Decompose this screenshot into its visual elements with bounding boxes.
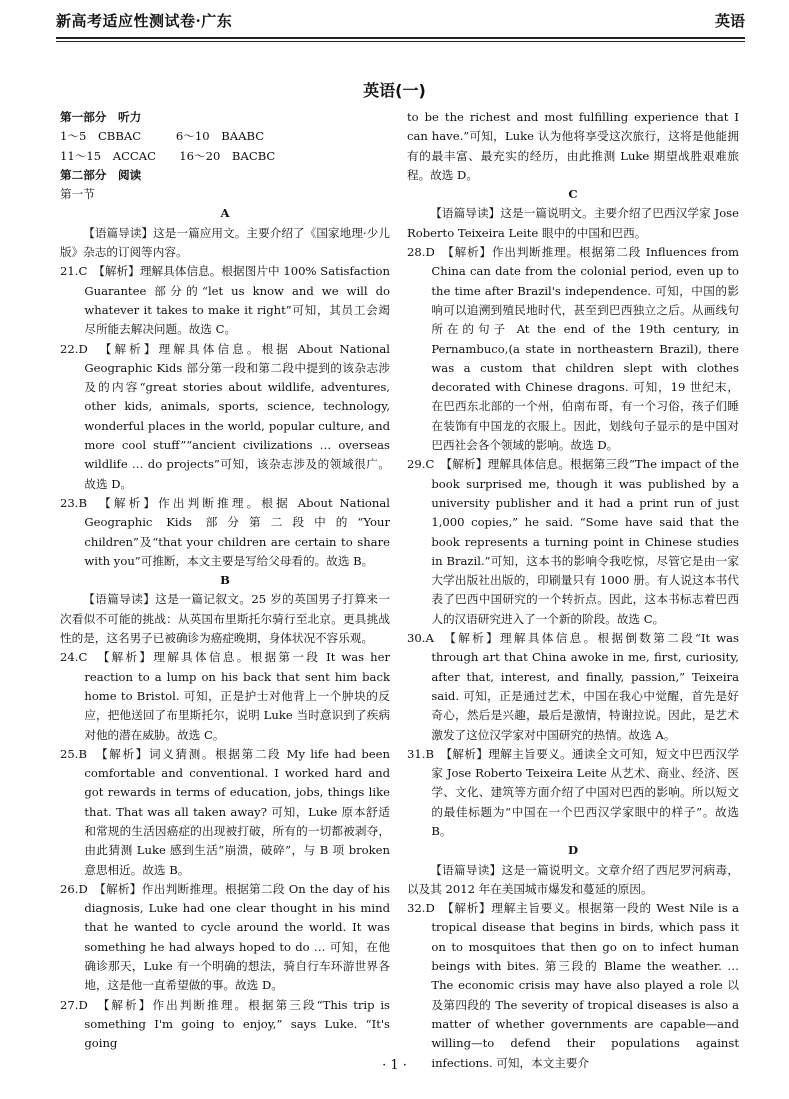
left-column-paragraph: 26.D 【解析】作出判断推理。根据第二段 On the day of his diagnosis, Luke had one clear thought in his mind that he wanted to cycle around the world. It was something he had always hoped to do … 可知，在他确诊那天，Luke 有一个明确的想法，骑自行车环游世界各地，这是他一直希望做的事。故选 D。	[60, 881, 390, 993]
left-column-paragraph: 21.C 【解析】理解具体信息。根据图片中 100% Satisfaction Guarantee 部分的“let us know and we will do whatever it takes to make it right”可知，其员工会竭尽所能去解决问题。故选 C。	[60, 264, 390, 337]
right-column-paragraph: 30.A 【解析】理解具体信息。根据倒数第二段“It was through art that China awoke in me, first, curiosity, after that, interest, and finally, passion,” Teixeira said. 可知，正是通过艺术，中国在我心中觉醒，首先是好奇心，然后是兴趣，最后是激情，特谢拉说。因此，是艺术激发了这位汉学家对中国研究的热情。故选 A。	[407, 631, 739, 742]
left-column-paragraph: 22.D 【解析】理解具体信息。根据 About National Geographic Kids 部分第一段和第二段中提到的该杂志涉及的内容“great stories about wildlife, adventures, other kids, animals, sports, science, technology, wonderful places in the world, popular culture, and more cool stuff”“ancient civilizations … overseas wildlife … do projects”可知，该杂志涉及的领域很广。故选 D。	[60, 341, 390, 491]
right-column-paragraph: 29.C 【解析】理解具体信息。根据第三段“The impact of the book surprised me, though it was published by a university publisher and it had a print run of just 1,000 copies,” he said. “Some have said that the book represents a turning point in Chinese studies in Brazil.”可知，这本书的影响令我吃惊，尽管它是由一家大学出版社出版的，印刷量只有 1000 册。有人说这本书代表了巴西中国研究的一个转折点。因此，这本书标志着巴西人的汉语研究进入了一个新的阶段。故选 C。	[407, 457, 739, 626]
left-column-paragraph: 第二部分 阅读	[60, 167, 142, 182]
left-column-paragraph: 【语篇导读】这是一篇应用文。主要介绍了《国家地理·少儿版》杂志的订阅等内容。	[60, 225, 390, 260]
header-rule-thick	[56, 37, 745, 39]
header-subject: 英语	[714, 12, 745, 30]
right-column-paragraph: to be the richest and most fulfilling experience that I can have.”可知，Luke 认为他将享受这次旅行，这将是他能拥有的最丰富、最充实的经历，由此推测 Luke 期望战胜艰难旅程。故选 D。	[407, 110, 739, 182]
left-column-paragraph: 第一部分 听力	[60, 110, 142, 124]
left-column-paragraph: A	[220, 206, 230, 221]
left-column-paragraph: B	[220, 573, 230, 588]
left-column-paragraph: 第一节	[60, 187, 95, 202]
right-column-paragraph: 【语篇导读】这是一篇说明文。主要介绍了巴西汉学家 Jose Roberto Teixeira Leite 眼中的中国和巴西。	[407, 206, 739, 240]
left-column-paragraph: 25.B 【解析】词义猜测。根据第二段 My life had been comfortable and conventional. I worked hard and got rewards in terms of education, jobs, things like that. That was all taken away? 可知，Luke 原本舒适和常规的生活因癌症的出现被打破，所有的一切都被剥夺，由此猜测 Luke 感到生活“崩溃，破碎”，与 B 项 broken 意思相近。故选 B。	[60, 746, 390, 877]
left-column-paragraph: 11～15 ACCAC 16～20 BACBC	[60, 148, 276, 163]
left-column-paragraph: 【语篇导读】这是一篇记叙文。25 岁的英国男子打算来一次看似不可能的挑战：从英国布里斯托尔骑行至北京。更具挑战性的是，这名男子已被确诊为癌症晚期，身体状况不容乐观。	[60, 592, 390, 646]
header-rule-thin	[56, 41, 745, 42]
left-column-paragraph: 24.C 【解析】理解具体信息。根据第一段 It was her reaction to a lump on his back that sent him back home to Bristol. 可知，正是护士对他背上一个肿块的反应，把他送回了布里斯托尔，说明 Luke 当时意识到了疾病对他的潜在威胁。故选 C。	[60, 650, 390, 742]
left-column	[60, 108, 390, 1054]
right-column-paragraph: 28.D 【解析】作出判断推理。根据第二段 Influences from China can date from the colonial period, even up to the time after Brazil's independence. 可知，中国的影响可以追溯到殖民地时代，甚至到巴西独立之后。从画线句所在的句子 At the end of the 19th century, in Pernambuco,(a state in northeastern Brazil), there was a custom that children slept with clothes decorated with Chinese dragons. 可知，19 世纪末，在巴西东北部的一个州，伯南布哥，有一个习俗，孩子们睡在装饰有中国龙的衣服上。因此，划线句子显示的是中国对巴西社会各个领域的影响。故选 D。	[407, 245, 739, 453]
right-column-paragraph: 31.B 【解析】理解主旨要义。通读全文可知，短文中巴西汉学家 Jose Roberto Teixeira Leite 从艺术、商业、经济、医学、文化、建筑等方面介绍了中国对巴西的影响。所以短文的最佳标题为“中国在一个巴西汉学家眼中的样子”。故选 B。	[407, 746, 739, 838]
header-series-title: 新高考适应性测试卷·广东	[56, 12, 233, 30]
right-column-paragraph: C	[568, 187, 578, 202]
page-number: · 1 ·	[382, 1058, 407, 1073]
page-header	[56, 10, 745, 38]
page-title: 英语(一)	[363, 81, 426, 100]
left-column-paragraph: 1～5 CBBAC 6～10 BAABC	[60, 129, 265, 144]
right-column-paragraph: 【语篇导读】这是一篇说明文。文章介绍了西尼罗河病毒，以及其 2012 年在美国城市爆发和蔓延的原因。	[407, 862, 739, 896]
right-column-paragraph: 32.D 【解析】理解主旨要义。根据第一段的 West Nile is a tropical disease that begins in birds, which pass it on to mosquitoes that then go on to infect human beings with bites. 第三段的 Blame the weather. … The economic crisis may have also played a role 以及第四段的 The severity of tropical diseases is also a matter of whether governments are capable—and willing—to defend their populations against infections. 可知，本文主要介	[407, 901, 739, 1070]
left-column-paragraph: 27.D 【解析】作出判断推理。根据第三段“This trip is something I'm going to enjoy,” says Luke. “It's going	[60, 997, 390, 1051]
left-column-paragraph: 23.B 【解析】作出判断推理。根据 About National Geographic Kids 部分第二段中的“Your children”及“that your children are certain to share with you”可推断，本文主要是写给父母看的。故选 B。	[60, 495, 390, 568]
right-column-paragraph: D	[567, 843, 579, 858]
right-column	[407, 108, 739, 1073]
